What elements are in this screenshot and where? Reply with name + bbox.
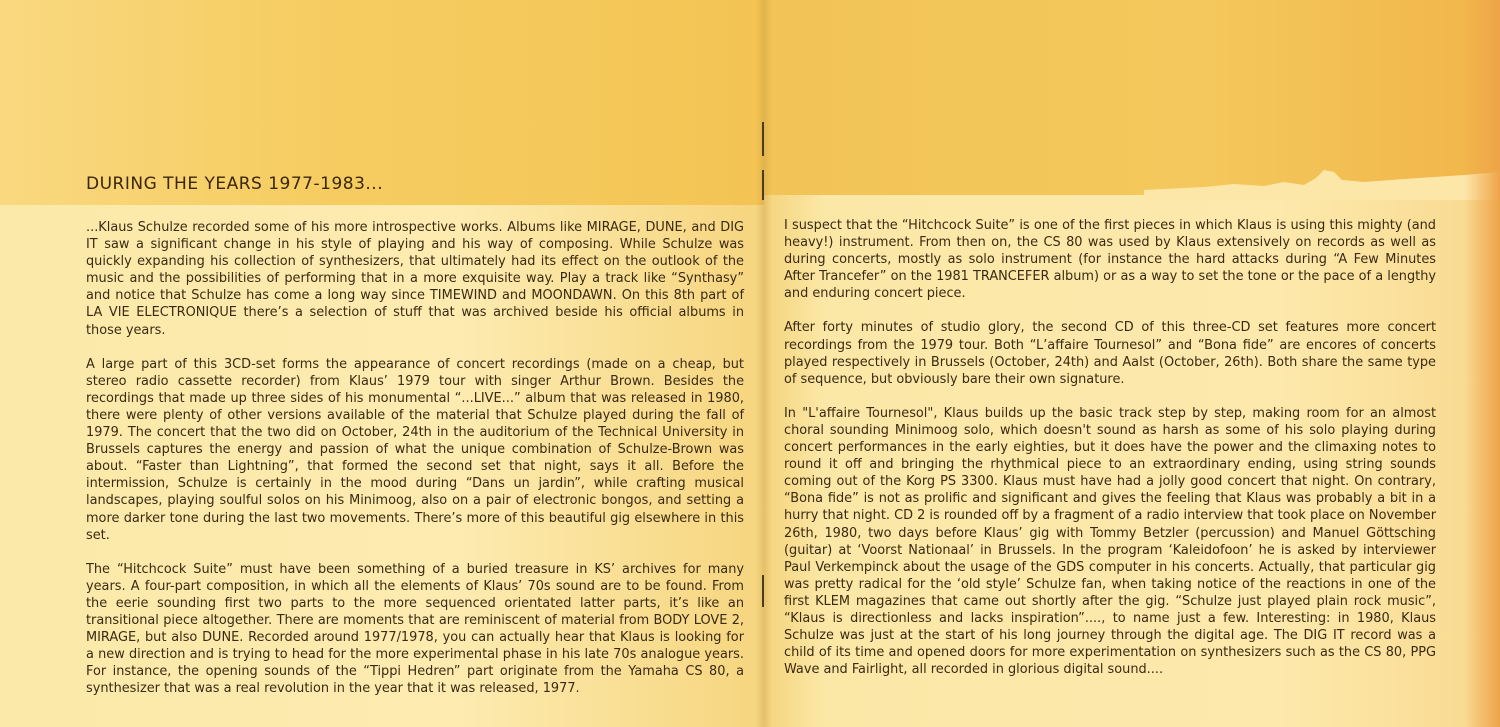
booklet-spine bbox=[756, 0, 772, 727]
right-text-column bbox=[784, 217, 1436, 695]
left-paragraph-2: A large part of this 3CD-set forms the appearance of concert recordings (made on a cheap, but stereo radio cassette recorder) from Klaus’ 1979 tour with singer Arthur Brown. Besides the recordings that made up three sides of his monumental “...LIVE...” album that was released in 1980, there were plenty of other versions available of the material that Schulze played during the fall of 1979. The concert that the two did on October, 24th in the auditorium of the Technical University in Brussels captures the energy and passion of what the unique combination of Schulze-Brown was about. “Faster than Lightning”, that formed the second set that night, says it all. Before the intermission, Schulze is certainly in the mood during “Dans un jardin”, while crafting musical landscapes, playing soulful solos on his Minimoog, also on a pair of electronic bongos, and setting a more darker tone during the last two movements. There’s more of this beautiful gig elsewhere in this set. bbox=[86, 356, 744, 543]
staple-mark-upper bbox=[762, 170, 764, 200]
skyline-silhouette bbox=[764, 160, 1500, 200]
left-text-column bbox=[86, 219, 744, 714]
left-paragraph-1: ...Klaus Schulze recorded some of his more introspective works. Albums like MIRAGE, DUNE, and DIG IT saw a significant change in his style of playing and his way of composing. While Schulze was quickly expanding his collection of synthesizers, that ultimately had its effect on the outlook of the music and the possibilities of performing that in a more exquisite way. Play a track like “Synthasy” and notice that Schulze has come a long way since TIMEWIND and MOONDAWN. On this 8th part of LA VIE ELECTRONIQUE there’s a selection of stuff that was archived beside his official albums in those years. bbox=[86, 220, 744, 338]
right-paragraph-3: In "L'affaire Tournesol", Klaus builds up the basic track step by step, making room for an almost choral sounding Minimoog solo, which doesn't sound as harsh as some of his solo playing during concert performances in the early eighties, but it does have the power and the climaxing notes to round it off and bringing the rhythmical piece to an extraordinary ending, using string sounds coming out of the Korg PS 3300. Klaus must have had a jolly good concert that night. On contrary, “Bona fide” is not as prolific and significant and gives the feeling that Klaus was probably a bit in a hurry that night. CD 2 is rounded off by a fragment of a radio interview that took place on November 26th, 1980, two days before Klaus’ gig with Tommy Betzler (percussion) and Manuel Göttsching (guitar) at ‘Voorst Nationaal’ in Brussels. In the program ‘Kaleidofoon’ he is asked by interviewer Paul Verkempinck about the usage of the GDS computer in his concerts. Actually, that particular gig was pretty radical for the ‘old style’ Schulze fan, when taking notice of the reactions in one of the first KLEM magazines that came out shortly after the gig. “Schulze just played plain rock music”, “Klaus is directionless and lacks inspiration”...., to name just a few. Interesting: in 1980, Klaus Schulze was just at the start of his long journey through the digital age. The DIG IT record was a child of its time and opened doors for more experimentation on synthesizers such as the CS 80, PPG Wave and Fairlight, all recorded in glorious digital sound.... bbox=[784, 405, 1436, 678]
right-paragraph-2: After forty minutes of studio glory, the second CD of this three-CD set features more concert recordings from the 1979 tour. Both “L’affaire Tournesol” and “Bona fide” are encores of concerts played respectively in Brussels (October, 24th) and Aalst (October, 26th). Both share the same type of sequence, but obviously bare their own signature. bbox=[784, 320, 1436, 387]
staple-mark-top bbox=[762, 122, 764, 156]
right-edge-shade bbox=[1464, 0, 1500, 727]
right-paragraph-1: I suspect that the “Hitchcock Suite” is one of the first pieces in which Klaus is using this mighty (and heavy!) instrument. From then on, the CS 80 was used by Klaus extensively on records as well as during concerts, mostly as solo instrument (for instance the hard attacks during “A Few Minutes After Trancefer” on the 1981 TRANCEFER album) or as a way to set the tone or the pace of a lengthy and enduring concert piece. bbox=[784, 218, 1436, 302]
staple-mark-lower bbox=[762, 575, 764, 607]
left-paragraph-3: The “Hitchcock Suite” must have been something of a buried treasure in KS’ archives for many years. A four-part composition, in which all the elements of Klaus’ 70s sound are to be found. From the eerie sounding first two parts to the more sequenced orientated latter parts, it’s like an transitional piece altogether. There are moments that are reminiscent of material from BODY LOVE 2, MIRAGE, but also DUNE. Recorded around 1977/1978, you can actually hear that Klaus is looking for a new direction and is trying to head for the more experimental phase in his late 70s analogue years. For instance, the opening sounds of the “Tippi Hedren” part originate from the Yamaha CS 80, a synthesizer that was a real revolution in the year that it was released, 1977. bbox=[86, 561, 744, 697]
section-heading: DURING THE YEARS 1977-1983... bbox=[86, 174, 384, 194]
right-page bbox=[764, 0, 1500, 727]
